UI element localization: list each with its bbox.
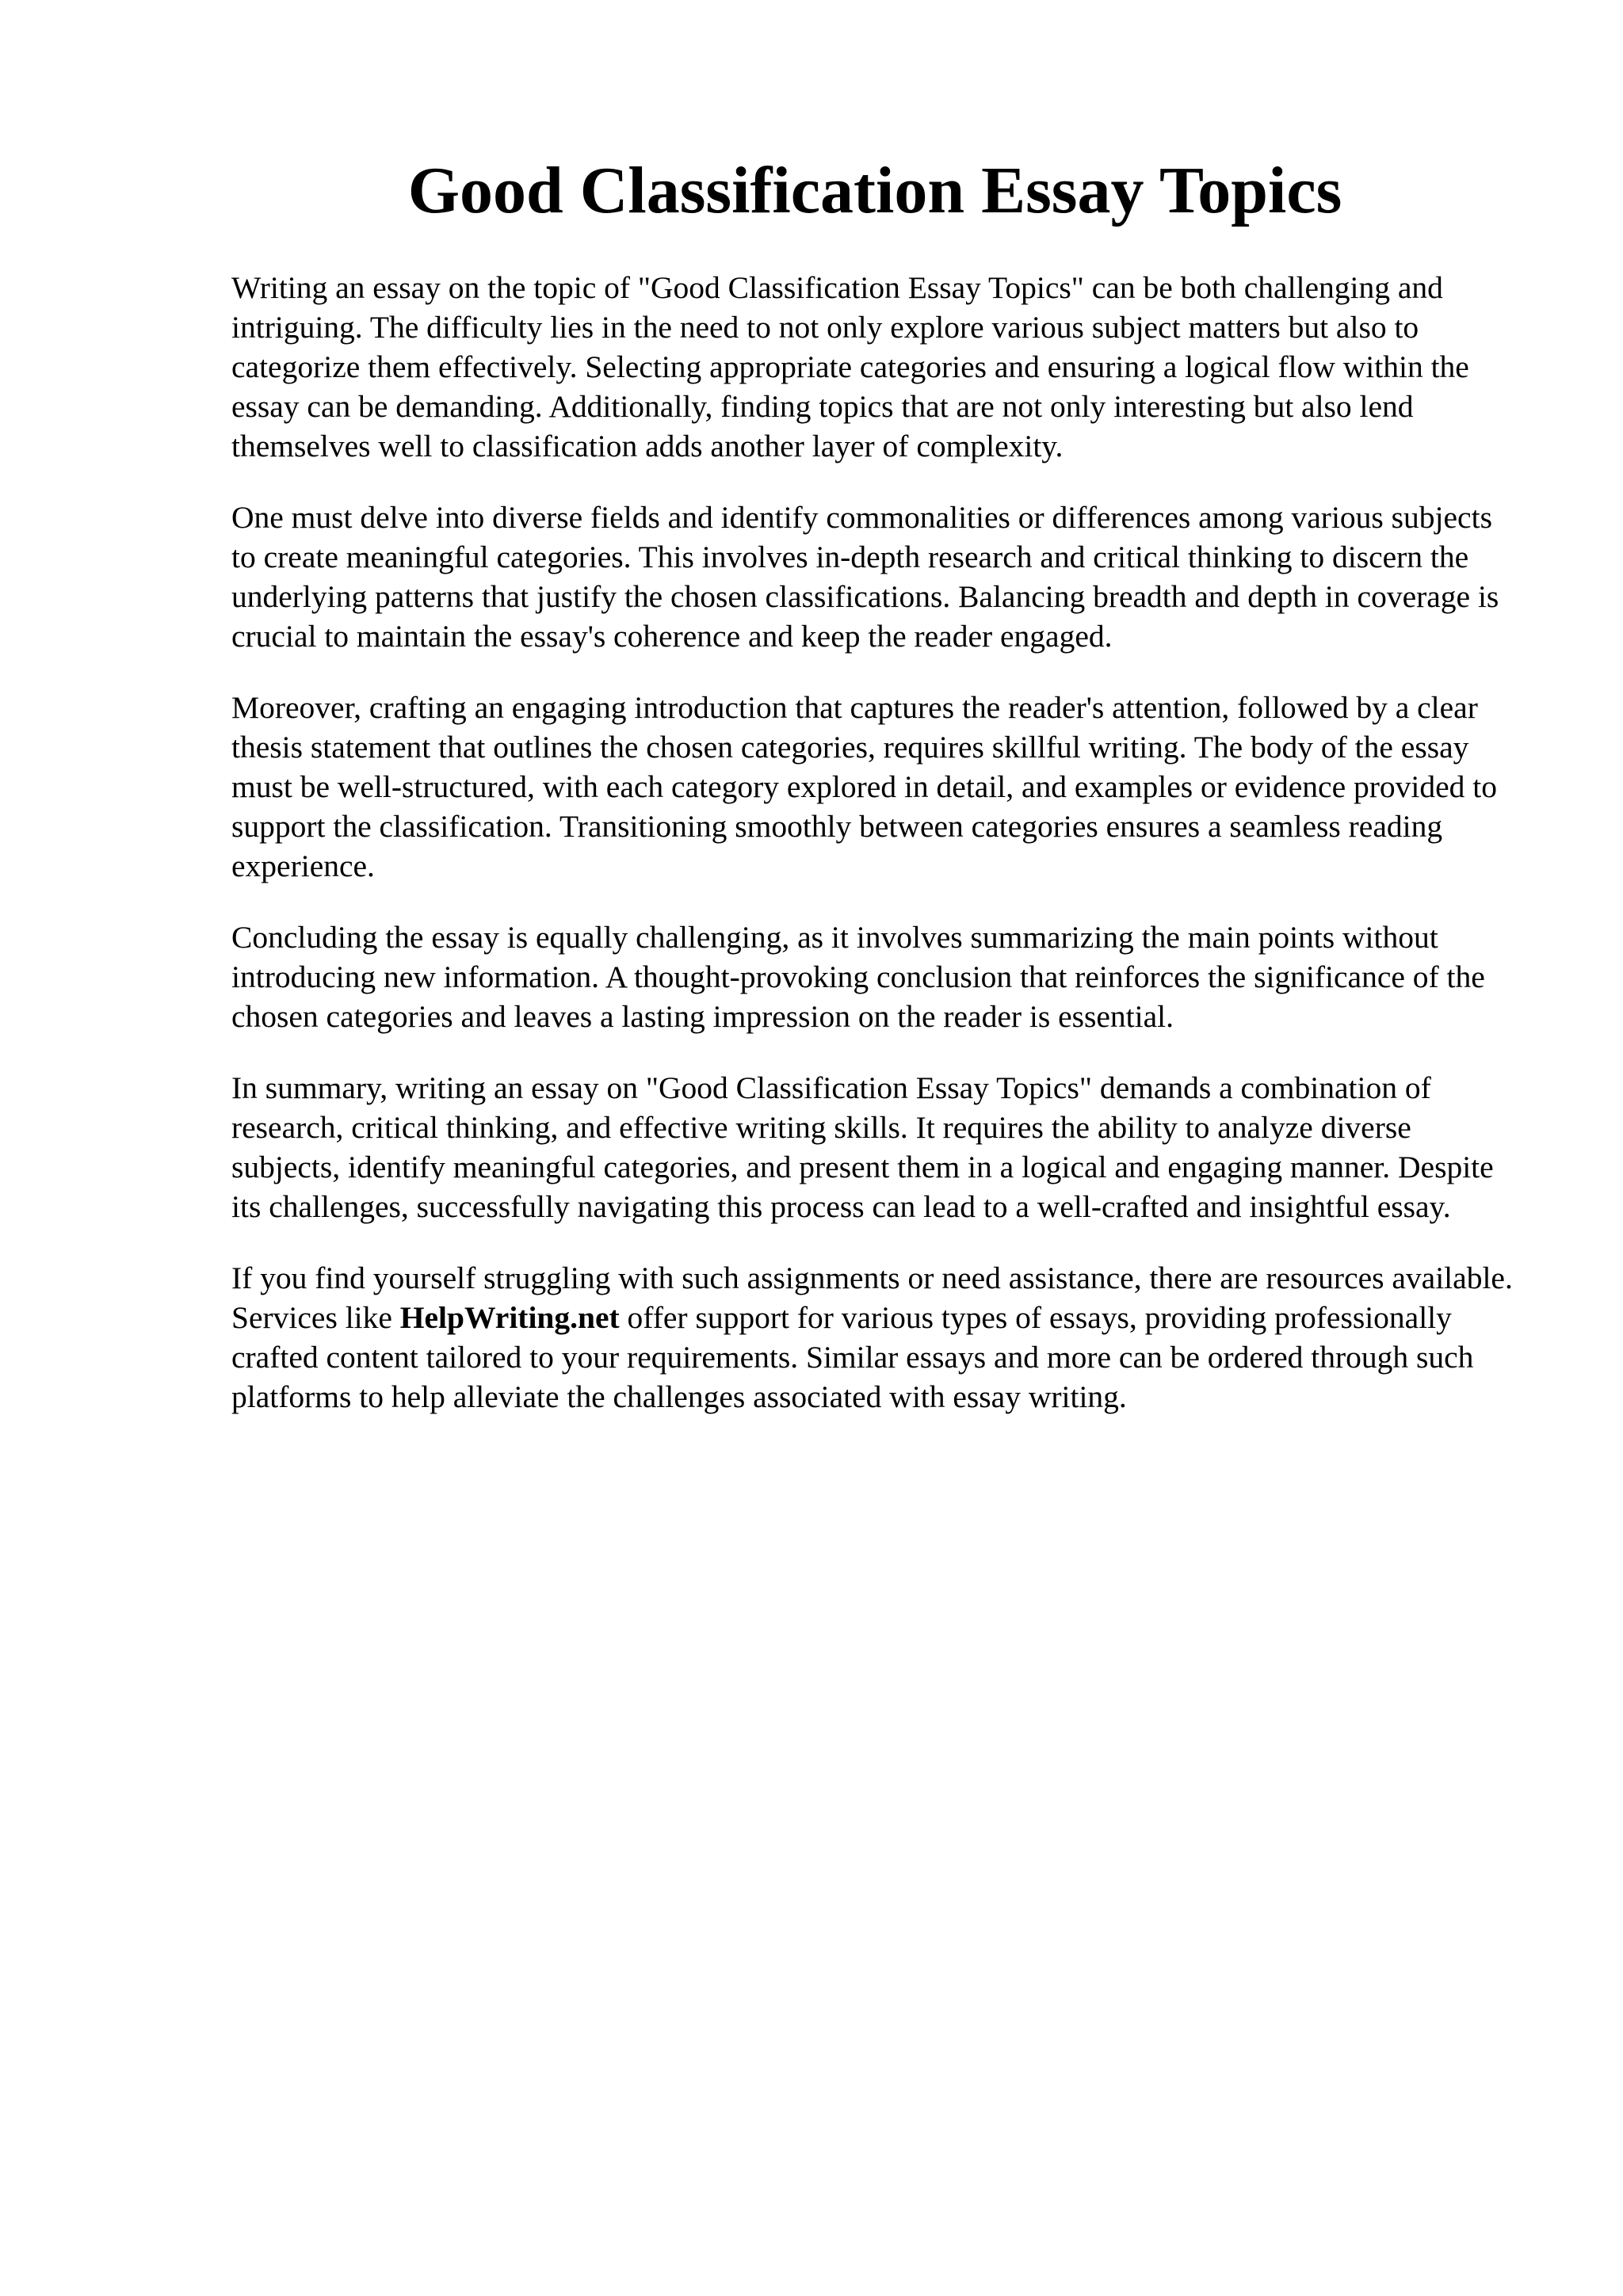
document-body [231, 268, 1515, 1448]
paragraph-6 [231, 1258, 1515, 1417]
paragraph-2: One must delve into diverse fields and identify commonalities or differences among various subjects to create meaningful categories. This involves in-depth research and critical thinking to discern the underlying patterns that justify the chosen classifications. Balancing breadth and depth in coverage is crucial to maintain the essay's coherence and keep the reader engaged. [231, 500, 1499, 654]
paragraph-3: Moreover, crafting an engaging introduction that captures the reader's attention, followed by a clear thesis statement that outlines the chosen categories, requires skillful writing. The body of the essay must be well-structured, with each category explored in detail, and examples or evidence provided to support the classification. Transitioning smoothly between categories ensures a seamless reading experience. [231, 690, 1497, 883]
page-title: Good Classification Essay Topics [407, 154, 1342, 227]
paragraph-4: Concluding the essay is equally challenging, as it involves summarizing the main points without introducing new information. A thought-provoking conclusion that reinforces the significance of the chosen categories and leaves a lasting impression on the reader is essential. [231, 920, 1485, 1034]
brand-name: HelpWriting.net [399, 1300, 620, 1335]
paragraph-6-text-before: If you find yourself struggling with such assignments or need assistance, there are resources available. Services like [231, 1261, 1513, 1335]
paragraph-1: Writing an essay on the topic of "Good Classification Essay Topics" can be both challenging and intriguing. The difficulty lies in the need to not only explore various subject matters but also to categorize them effectively. Selecting appropriate categories and ensuring a logical flow within the essay can be demanding. Additionally, finding topics that are not only interesting but also lend themselves well to classification adds another layer of complexity. [231, 270, 1469, 463]
paragraph-5: In summary, writing an essay on "Good Classification Essay Topics" demands a combination of research, critical thinking, and effective writing skills. It requires the ability to analyze diverse subjects, identify meaningful categories, and present them in a logical and engaging manner. Despite its challenges, successfully navigating this process can lead to a well-crafted and insightful essay. [231, 1070, 1494, 1224]
paragraph-6-text-after: offer support for various types of essays, providing professionally crafted content tailored to your requirements. Similar essays and more can be ordered through such platforms to help alleviate the challenges associated with essay writing. [231, 1300, 1474, 1414]
